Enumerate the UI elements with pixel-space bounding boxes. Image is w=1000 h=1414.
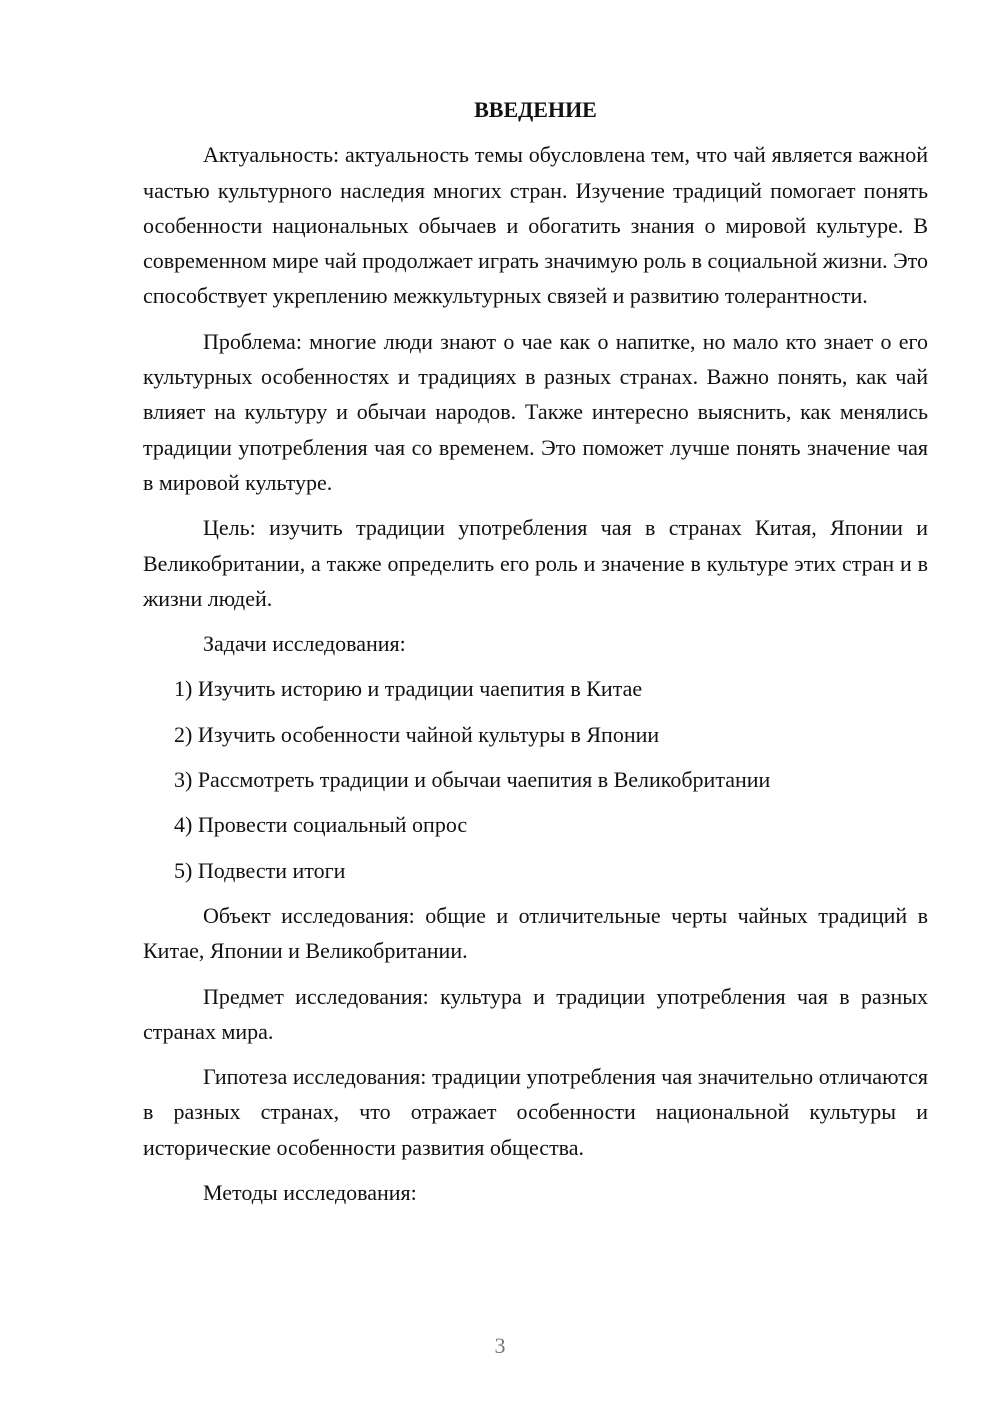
subject-paragraph: Предмет исследования: культура и традиции употребления чая в разных странах мира.	[143, 983, 928, 1044]
tasks-heading: Задачи исследования:	[203, 631, 406, 657]
page-content	[143, 92, 928, 1220]
hypothesis-paragraph: Гипотеза исследования: традиции употребления чая значительно отличаются в разных странах, что отражает особенности национальной культуры и исторические особенности развития общества.	[143, 1064, 928, 1160]
list-item: 1) Изучить историю и традиции чаепития в Китае	[174, 676, 643, 702]
list-item: 2) Изучить особенности чайной культуры в Японии	[174, 721, 660, 747]
problem-paragraph: Проблема: многие люди знают о чае как о напитке, но мало кто знает о его культурных особенностях и традициях в разных странах. Важно понять, как чай влияет на культуру и обычаи народов. Также интересно выяснить, как менялись традиции употребления чая со временем. Это поможет лучше понять значение чая в мировой культуре.	[143, 328, 928, 495]
goal-paragraph: Цель: изучить традиции употребления чая в странах Китая, Японии и Великобритании, а также определить его роль и значение в культуре этих стран и в жизни людей.	[143, 515, 928, 611]
list-item: 4) Провести социальный опрос	[174, 812, 468, 838]
page-number: 3	[494, 1333, 506, 1358]
methods-heading: Методы исследования:	[203, 1180, 417, 1206]
tasks-list	[143, 671, 928, 887]
relevance-paragraph: Актуальность: актуальность темы обусловлена тем, что чай является важной частью культурного наследия многих стран. Изучение традиций помогает понять особенности национальных обычаев и обогатить знания о мировой культуре. В современном мире чай продолжает играть значимую роль в социальной жизни. Это способствует укреплению межкультурных связей и развитию толерантности.	[143, 142, 928, 309]
list-item: 5) Подвести итоги	[174, 857, 346, 883]
object-paragraph: Объект исследования: общие и отличительные черты чайных традиций в Китае, Японии и Великобритании.	[143, 902, 928, 964]
list-item: 3) Рассмотреть традиции и обычаи чаепития в Великобритании	[174, 767, 771, 793]
section-title: ВВЕДЕНИЕ	[474, 97, 597, 122]
